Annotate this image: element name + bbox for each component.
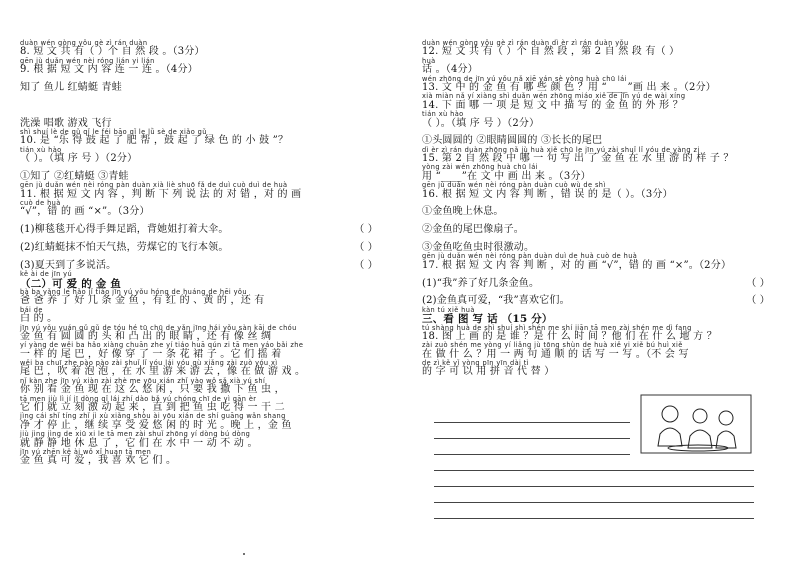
line-text: 18. 图 上 画 的 是 谁 ？是 什 么 时 间 ？他 们 在 什 么 地 方 ？	[422, 330, 717, 342]
line-text: “√”，错 的 画 “×”。（3分）	[20, 206, 150, 218]
pinyin-line	[20, 93, 382, 100]
text-line	[20, 332, 382, 342]
pinyin-line: wěi ba chuī zhe pào pào zài shuǐ lǐ yóu lái yóu qù xiǎng zài zuò yóu xì	[20, 359, 278, 368]
text-line	[20, 65, 382, 75]
pinyin-line: jìng cái shǐ tíng zhǐ jì xù xiǎng shòu ài yōu xián de shí guāng wǎn shang	[20, 412, 286, 421]
pinyin-line: gēn jù duǎn wén nèi róng lián yi lián	[20, 56, 155, 65]
line-text: 洗澡 唱歌 游戏 飞行	[20, 117, 112, 129]
text-line	[20, 119, 382, 129]
line-text: ①头圆圆的 ②眼睛圆圆的 ③长长的尾巴	[422, 135, 603, 147]
text-line	[422, 136, 774, 146]
writing-line[interactable]	[434, 518, 754, 519]
text-line	[422, 83, 774, 93]
line-text: ①知了 ②红蜻蜓 ③青蛙	[20, 170, 129, 182]
line-text: 它 们 就 立 刻 激 动 起 来 ，直 到 把 鱼 虫 吃 得 一 干 二	[20, 402, 285, 414]
text-line	[20, 154, 382, 164]
line-text: 知了 鱼儿 红蜻蜓 青蛙	[20, 81, 122, 93]
pinyin-line: dì èr zì rán duàn zhōng nǎ jù huà xiě chū le jīn yú zài shuǐ lǐ yóu de yàng zi	[422, 145, 700, 154]
answer-paren[interactable]: （ ）	[354, 259, 378, 271]
writing-line[interactable]	[434, 470, 754, 471]
text-line	[422, 332, 774, 342]
text-line	[422, 243, 774, 253]
text-line	[422, 154, 774, 164]
left-column	[20, 40, 382, 467]
line-text: 10. 是 “乐 得 鼓 起 了 肥 帮 ，鼓 起 了 绿 色 的 小 鼓 ”？	[20, 135, 289, 147]
line-text: 8. 短 文 共 有（ ）个 自 然 段 。（3分）	[20, 46, 205, 58]
pinyin-line: bái de	[20, 305, 43, 314]
line-text: 你 别 看 金 鱼 现 在 这 么 悠 闲 ，只 要 我 撒 下 鱼 虫 ，	[20, 384, 285, 396]
line-text: (2)金鱼真可爱，“我”喜欢它们。	[422, 295, 570, 307]
text-line	[422, 279, 774, 289]
text-line	[20, 350, 382, 360]
text-line	[422, 101, 774, 111]
text-line	[20, 83, 382, 93]
pinyin-line: kàn tú xiě huà	[422, 305, 475, 314]
pinyin-line: de zì kě yǐ yòng pīn yīn dài tì	[422, 359, 529, 368]
line-text: 尾 巴 ，吹 着 泡 泡 ，在 水 里 游 来 游 去 ，像 在 做 游 戏 。	[20, 366, 306, 378]
pinyin-line: cuò de huà	[20, 199, 61, 208]
text-line	[20, 101, 382, 111]
line-text: (3)夏天到了多说活。	[20, 259, 117, 271]
line-text: 金 鱼 真 可 爱 ，我 喜 欢 它 们 。	[20, 455, 177, 467]
text-line	[20, 190, 382, 200]
pinyin-line: tián xù hào	[422, 110, 464, 119]
text-line	[20, 421, 382, 431]
pinyin-line: jīn yú yǒu yuán gǔ gǔ de tóu hé tū chū de yǎn jīng hái yǒu sàn kāi de chóu	[20, 323, 297, 332]
text-line	[20, 225, 382, 235]
pinyin-line: yòng zài wén zhōng huà chū lái	[422, 163, 538, 172]
line-text: 11. 根 据 短 文 内 容 ，判 断 下 列 说 法 的 对 错 ，对 的 画	[20, 188, 302, 200]
pinyin-line: wén zhōng de jīn yú yǒu nǎ xiē yán sè yòng huà chū lái	[422, 74, 627, 83]
pinyin-line: jīn yú zhēn kě ài wǒ xǐ huan tā men	[20, 447, 152, 456]
line-text: 就 静 静 地 休 息 了 ，它 们 在 水 中 一 动 不 动 。	[20, 437, 258, 449]
section-title	[422, 314, 774, 324]
line-text: 在 做 什 么 ？用 一 两 句 通 顺 的 话 写 一 写 。（不 会 写	[422, 348, 689, 360]
line-text: 用 “____”在 文 中 画 出 来 。（3分）	[422, 170, 591, 182]
illustration-children-picnic	[640, 394, 752, 454]
text-line	[20, 243, 382, 253]
text-line	[20, 261, 382, 271]
text-line	[422, 119, 774, 129]
pinyin-line: tián xù hào	[20, 145, 62, 154]
text-line	[422, 296, 774, 306]
line-text: 13. 文 中 的 金 鱼 有 哪 些 颜 色 ？用 “____”画 出 来 。（2分）	[422, 81, 716, 93]
text-line	[422, 47, 774, 57]
line-text: 金 鱼 有 圆 圆 的 头 和 凸 出 的 眼 睛 ，还 有 像 丝 绸	[20, 330, 272, 342]
text-line	[20, 296, 382, 306]
pinyin-line: gēn jù duǎn wén nèi róng pàn duàn xià liè shuō fǎ de duì cuò duì de huà	[20, 181, 288, 190]
text-line	[20, 385, 382, 395]
line-text: 9. 根 据 短 文 内 容 连 一 连 。（4分）	[20, 64, 198, 76]
line-text: (1)“我”养了好几条金鱼。	[422, 277, 540, 289]
pinyin-line: gēn jù duǎn wén nèi róng pàn duàn duì de huà cuò de huà	[422, 252, 638, 261]
writing-line[interactable]	[434, 502, 754, 503]
line-text: 14. 下 面 哪 一 项 是 短 文 中 描 写 的 金 鱼 的 外 形 ？	[422, 99, 683, 111]
answer-paren[interactable]: （ ）	[354, 241, 378, 253]
pinyin-line: jiù jìng jìng de xiū xi le tā men zài shuǐ zhōng yí dòng bú dòng	[20, 430, 251, 439]
line-text: 爸 爸 养 了 好 几 条 金 鱼 ，有 红 的 、黄 的 ，还 有	[20, 295, 265, 307]
text-line	[20, 439, 382, 449]
line-text: ①金鱼晚上休息。	[422, 206, 504, 218]
text-line	[422, 172, 774, 182]
text-line	[20, 403, 382, 413]
answer-paren[interactable]: （ ）	[746, 295, 770, 307]
line-text: 15. 第 2 自 然 段 中 哪 一 句 写 出 了 金 鱼 在 水 里 游 的 样 子 ？	[422, 153, 734, 165]
answer-paren[interactable]: （ ）	[746, 277, 770, 289]
section-title	[20, 279, 382, 289]
text-line	[20, 47, 382, 57]
line-text: 白 的 。	[20, 313, 58, 325]
pinyin-line: gēn jù duǎn wén nèi róng pàn duàn cuò wù de shì	[422, 181, 606, 190]
pinyin-line: zài zuò shén me yòng yí liǎng jù tōng shùn de huà xiě yi xiě bú huì xiě	[422, 341, 683, 350]
line-text: 三、看 图 写 话 （15 分）	[422, 313, 553, 326]
writing-line[interactable]	[434, 454, 630, 455]
text-line	[422, 225, 774, 235]
answer-paren[interactable]: （ ）	[354, 224, 378, 236]
line-text: ②金鱼的尾巴像扇子。	[422, 224, 524, 236]
writing-line[interactable]	[434, 486, 754, 487]
line-text: (1)柳毯毯开心得手舞足蹈，背她姐打着大伞。	[20, 224, 229, 236]
line-text: ③金鱼吃鱼虫时很激动。	[422, 241, 535, 253]
line-text: 话 。（4分）	[422, 64, 478, 76]
text-line	[422, 190, 774, 200]
line-text: （ ）。（填 序 号 ）（2分）	[422, 117, 540, 129]
line-text: （ ）。（填 序 号 ）（2分）	[20, 153, 138, 165]
line-text: 一 样 的 尾 巴 ，好 像 穿 了 一 条 花 裙 子 。它 们 摇 着	[20, 348, 282, 360]
text-line	[20, 367, 382, 377]
page-dot	[243, 553, 245, 555]
line-text: 12. 短 文 共 有（ ）个 自 然 段 ，第 2 自 然 段 有（ ）	[422, 46, 680, 58]
text-line	[422, 261, 774, 271]
pinyin-line: duàn wén gòng yǒu gè zì rán duàn	[20, 39, 148, 47]
pinyin-line: tú shàng huà de shì shuí shì shén me shí jiān tā men zài shén me dì fang	[422, 323, 692, 332]
text-line	[20, 207, 382, 217]
text-line	[422, 350, 774, 360]
writing-line[interactable]	[434, 438, 630, 439]
text-line	[20, 136, 382, 146]
pinyin-line: duàn wén gòng yǒu gè zì rán duàn dì èr zì rán duàn yǒu	[422, 39, 629, 47]
pinyin-line: shì shuí lè de gǔ qǐ le féi bāo qǐ le lǜ sè de xiǎo gǔ	[20, 127, 207, 136]
pinyin-line: tā men jiù lì jí jī dòng qǐ lái zhí dào bǎ yú chóng chī de yì gān èr	[20, 394, 257, 403]
pinyin-line: xià miàn nǎ yí xiàng shì duǎn wén zhōng miáo xiě de jīn yú de wài xíng	[422, 92, 686, 101]
text-line	[422, 65, 774, 75]
line-text: 的 字 可 以 用 拼 音 代 替 ）	[422, 366, 555, 378]
text-line	[20, 456, 382, 466]
line-text: 17. 根 据 短 文 内 容 判 断 ，对 的 画 “√”，错 的 画 “×”。（2分）	[422, 259, 732, 271]
text-line	[20, 172, 382, 182]
pinyin-line: kě ài de jīn yú	[20, 270, 73, 279]
text-line	[20, 314, 382, 324]
text-line	[422, 207, 774, 217]
text-line	[422, 367, 774, 377]
line-text: 净 才 停 止 ，继 续 享 受 爱 悠 闲 的 时 光 。晚 上 ，金 鱼	[20, 419, 292, 431]
line-text: （二）可 爱 的 金 鱼	[20, 277, 122, 290]
pinyin-line: yí yàng de wěi ba hǎo xiàng chuān zhe yí tiáo huā qún zi tā men yáo bǎi zhe	[20, 341, 304, 350]
writing-line[interactable]	[434, 422, 630, 423]
right-column	[422, 40, 774, 378]
line-text: (2)红蜻蜓抹不怕天气热，劳煤它的飞行本领。	[20, 241, 229, 253]
pinyin-line: huà	[422, 56, 436, 65]
pinyin-line: bà ba yǎng le hǎo jǐ tiáo jīn yú yǒu hóng de huáng de hēi yǒu	[20, 287, 247, 296]
line-text: 16. 根 据 短 文 内 容 判 断 ，错 误 的 是（ ）。（3分）	[422, 188, 673, 200]
pinyin-line: nǐ kàn zhe jīn yú xiàn zài zhè me yōu xián zhǐ yào wǒ sǎ xià yú shí	[20, 376, 266, 385]
